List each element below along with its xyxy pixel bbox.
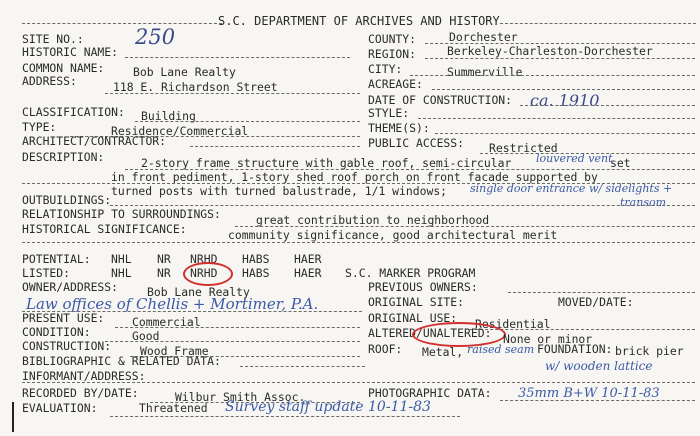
- divider: [500, 400, 695, 401]
- card-title: S.C. DEPARTMENT OF ARCHIVES AND HISTORY: [218, 14, 500, 28]
- roof-value: Metal,: [422, 345, 464, 359]
- divider: [500, 23, 696, 24]
- divider: [135, 121, 360, 122]
- listed-habs: HABS: [242, 266, 270, 280]
- recorded-by-label: RECORDED BY/DATE:: [22, 386, 139, 400]
- foundation-handwritten: w/ wooden lattice: [545, 359, 653, 373]
- owner-address-label: OWNER/ADDRESS:: [22, 280, 119, 294]
- date-construction-label: DATE OF CONSTRUCTION:: [368, 93, 513, 107]
- description-handwritten-1: louvered vent: [536, 152, 613, 165]
- divider: [425, 58, 695, 59]
- listed-haer: HAER: [294, 266, 322, 280]
- description-handwritten-4: transom: [620, 196, 667, 209]
- condition-value: Good: [132, 329, 160, 343]
- original-use-label: ORIGINAL USE:: [368, 311, 458, 325]
- potential-haer: HAER: [294, 252, 322, 266]
- present-use-value: Commercial: [132, 315, 201, 329]
- divider: [432, 89, 695, 90]
- city-value: Summerville: [447, 65, 523, 79]
- divider: [508, 292, 695, 293]
- original-use-value: Residential: [475, 317, 551, 331]
- divider: [105, 341, 360, 342]
- historical-significance-label: HISTORICAL SIGNIFICANCE:: [22, 222, 187, 236]
- acreage-label: ACREAGE:: [368, 77, 423, 91]
- foundation-value: brick pier: [615, 344, 684, 358]
- divider: [105, 93, 360, 94]
- description-line-1: 2-story frame structure with gable roof, semi-circular: [141, 156, 512, 170]
- owner-handwritten: Law offices of Chellis + Mortimer, P.A.: [26, 295, 319, 313]
- divider: [418, 118, 695, 119]
- divider: [110, 205, 695, 206]
- potential-nhl: NHL: [111, 252, 132, 266]
- address-value: 118 E. Richardson Street: [113, 80, 278, 94]
- divider: [22, 382, 695, 383]
- potential-habs: HABS: [242, 252, 270, 266]
- divider: [190, 146, 360, 147]
- divider: [115, 327, 360, 328]
- present-use-label: PRESENT USE:: [22, 311, 105, 325]
- construction-value: Wood Frame: [140, 344, 209, 358]
- card-edge-mark: [12, 402, 14, 432]
- listed-label: LISTED:: [22, 266, 71, 280]
- public-access-value: Restricted: [489, 141, 558, 155]
- photographic-data-label: PHOTOGRAPHIC DATA:: [368, 386, 492, 400]
- relationship-value: great contribution to neighborhood: [256, 213, 490, 227]
- type-label: TYPE:: [22, 120, 57, 134]
- listed-nrhd: NRHD: [190, 266, 218, 280]
- roof-label: ROOF:: [368, 342, 403, 356]
- historical-significance-value: community significance, good architectural merit: [228, 228, 558, 242]
- description-line-2: in front pediment, 1-story shed roof porch on front facade supported by: [111, 170, 598, 184]
- county-value: Dorchester: [449, 30, 518, 44]
- condition-label: CONDITION:: [22, 325, 91, 339]
- region-value: Berkeley-Charleston-Dorchester: [447, 44, 653, 58]
- potential-label: POTENTIAL:: [22, 252, 91, 266]
- listed-nhl: NHL: [111, 266, 132, 280]
- site-no-value: 250: [135, 25, 176, 49]
- divider: [410, 75, 695, 76]
- evaluation-handwritten: Survey staff update 10-11-83: [225, 399, 431, 415]
- foundation-label: FOUNDATION:: [537, 342, 613, 356]
- description-line-3: turned posts with turned balustrade, 1/1 windows;: [111, 184, 448, 198]
- date-construction-value: ca. 1910: [530, 91, 600, 110]
- divider: [240, 366, 365, 367]
- address-label: ADDRESS:: [22, 74, 77, 88]
- outbuildings-label: OUTBUILDINGS:: [22, 193, 112, 207]
- divider: [520, 105, 695, 106]
- marker-program-label: S.C. MARKER PROGRAM: [345, 266, 476, 280]
- divider: [125, 57, 350, 58]
- owner-address-value: Bob Lane Realty: [147, 285, 250, 299]
- historic-name-label: HISTORIC NAME:: [22, 45, 119, 59]
- evaluation-label: EVALUATION:: [22, 401, 98, 415]
- potential-nrhd: NRHD: [190, 252, 218, 266]
- recorded-by-value: Wilbur Smith Assoc.: [175, 390, 306, 404]
- description-handwritten-3: single door entrance w/ sidelights +: [470, 182, 673, 195]
- description-line-1-end: set: [610, 156, 631, 170]
- divider: [235, 226, 695, 227]
- construction-label: CONSTRUCTION:: [22, 339, 112, 353]
- original-site-label: ORIGINAL SITE:: [368, 295, 465, 309]
- public-access-label: PUBLIC ACCESS:: [368, 136, 465, 150]
- site-no-label: SITE NO.:: [22, 32, 84, 46]
- city-label: CITY:: [368, 62, 403, 76]
- moved-date-label: MOVED/DATE:: [558, 295, 634, 309]
- divider: [110, 416, 460, 417]
- roof-handwritten: raised seam: [467, 343, 535, 356]
- description-label: DESCRIPTION:: [22, 150, 105, 164]
- divider: [22, 23, 222, 24]
- photographic-data-value: 35mm B+W 10-11-83: [518, 386, 660, 401]
- relationship-label: RELATIONSHIP TO SURROUNDINGS:: [22, 207, 221, 221]
- potential-nr: NR: [157, 252, 171, 266]
- common-name-value: Bob Lane Realty: [133, 65, 236, 79]
- altered-label: ALTERED/UNALTERED:: [368, 326, 492, 340]
- classification-value: Building: [141, 109, 196, 123]
- divider: [435, 133, 695, 134]
- biblio-label: BIBLIOGRAPHIC & RELATED DATA:: [22, 354, 221, 368]
- evaluation-value: Threatened: [139, 401, 208, 415]
- previous-owners-label: PREVIOUS OWNERS:: [368, 280, 478, 294]
- themes-label: THEME(S):: [368, 121, 430, 135]
- common-name-label: COMMON NAME:: [22, 61, 105, 75]
- type-value: Residence/Commercial: [111, 124, 249, 138]
- county-label: COUNTY:: [368, 32, 417, 46]
- style-label: STYLE:: [368, 106, 410, 120]
- altered-value: None or minor: [503, 332, 593, 346]
- informant-label: INFORMANT/ADDRESS:: [22, 369, 146, 383]
- classification-label: CLASSIFICATION:: [22, 105, 125, 119]
- divider: [22, 242, 695, 243]
- listed-nr: NR: [157, 266, 171, 280]
- region-label: REGION:: [368, 47, 417, 61]
- nrhd-circle-annotation: [183, 262, 233, 286]
- architect-label: ARCHITECT/CONTRACTOR:: [22, 134, 167, 148]
